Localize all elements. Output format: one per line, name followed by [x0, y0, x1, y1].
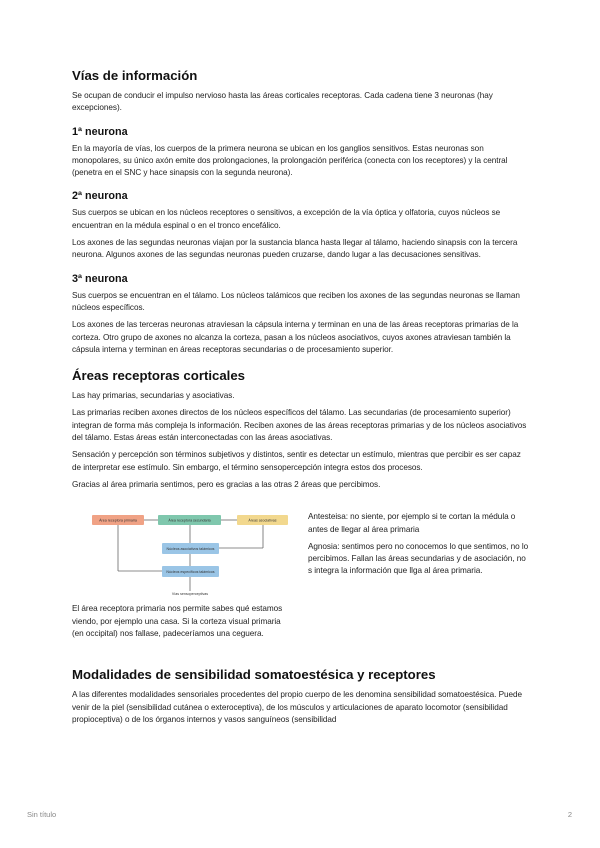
paragraph: Sensación y percepción son términos subjetivos y distintos, sentir es detectar un estímulo, mientras que percibir es ser capaz de interpretar ese estímulo. Sin embargo, el término sensopercepción integra estos dos procesos. — [72, 450, 521, 472]
footer-doc-title: Sin título — [27, 810, 57, 819]
paragraph: Gracias al área primaria sentimos, pero es gracias a las otras 2 áreas que percibimos. — [72, 479, 381, 489]
sensory-pathways-diagram — [90, 503, 290, 599]
subsection-title-neurona-2: 2ª neurona — [72, 190, 128, 203]
paragraph: Sus cuerpos se ubican en los núcleos receptores o sensitivos, a excepción de la vía óptica y olfatoria, cuyos núcleos se encuentran en la médula espinal o en el tronco encefálico. — [72, 208, 501, 230]
section-title-vias: Vías de información — [72, 68, 198, 83]
note-antesteisa: Antesteisa: no siente, por ejemplo si te cortan la médula o antes de llegar al área primaria — [308, 512, 516, 534]
page-content — [72, 68, 530, 734]
diagram-connectors — [118, 520, 263, 591]
paragraph: Los axones de las segundas neuronas viajan por la sustancia blanca hasta llegar al tálamo, haciendo sinapsis con la tercera neurona. Algunos axones de las segundas neuronas pueden cruzarse, dando lugar a las decusaciones sensitivas. — [72, 238, 518, 260]
paragraph: A las diferentes modalidades sensoriales procedentes del propio cuerpo de les denomina sensibilidad somatoestésica. Puede venir de la piel (sensibilidad cutánea o exteroceptiva), de los músculos y articulaciones de aparato locomotor (sensibilidad propioceptiva) o de los órganos internos y vasos sanguíneos (sensibilidad — [72, 690, 523, 724]
label-primaria: Área receptora primaria — [99, 518, 137, 523]
side-notes — [308, 511, 530, 582]
paragraph: Las primarias reciben axones directos de los núcleos específicos del tálamo. Las secundarias (de procesamiento superior) integran de forma más compleja ls información. Reciben axones de las áreas receptoras primarias y de los núcleos asociativos del tálamo. Estas áreas están interconectadas con las áreas asociativas. — [72, 408, 527, 443]
section-areas — [72, 368, 530, 655]
note-agnosia: Agnosia: sentimos pero no conocemos lo que sentimos, no lo percibimos. Fallan las áreas secundarias y de asociación, no s integra la información que llga al área primaria. — [308, 541, 529, 576]
subsection-title-neurona-1: 1ª neurona — [72, 125, 128, 138]
label-asociativa: Áreas asociativas — [248, 518, 277, 523]
label-nucleos-asociativos: Núcleos asociativos talámicos — [166, 547, 215, 552]
section-vias — [72, 68, 530, 356]
paragraph: Sus cuerpos se encuentran en el tálamo. Los núcleos talámicos que reciben los axones de las segundas neuronas se llaman núcleos específicos. — [72, 290, 520, 312]
label-nucleos-especificos: Núcleos específicos talámicos — [166, 570, 215, 575]
paragraph: En la mayoría de vías, los cuerpos de la primera neurona se ubican en los ganglios sensitivos. Estas neuronas son monopolares, su único axón emite dos prolongaciones, la prolongación periférica (conecta con los receptores) y la central (penetra en el SNC y hace sinapsis con la segunda neurona). — [72, 143, 508, 178]
section-title-areas: Áreas receptoras corticales — [72, 368, 246, 384]
figure-row — [72, 503, 530, 655]
paragraph: Los axones de las terceras neuronas atraviesan la cápsula interna y terminan en una de las áreas receptoras primarias de la corteza. Otro grupo de axones no alcanza la corteza, pasan a los núcleos asociativos, cuyos axones atraviesan también la cápsula interna y terminan en áreas receptoras secundarias o de procesamiento superior. — [72, 320, 519, 354]
figure-caption: El área receptora primaria nos permite sabes qué estamos viendo, por ejemplo una casa. Si la corteza visual primaria (en occipital) nos fallase, padeceríamos una ceguera. — [72, 604, 283, 638]
section-modalidades — [72, 667, 530, 726]
paragraph: Se ocupan de conducir el impulso nervioso hasta las áreas corticales receptoras. Cada cadena tiene 3 neuronas (hay excepciones). — [72, 91, 493, 113]
paragraph: Las hay primarias, secundarias y asociativas. — [72, 391, 235, 401]
label-vias-sensoperceptivas: Vías sensoperceptivas — [171, 592, 209, 597]
section-title-modalidades: Modalidades de sensibilidad somatoestésica y receptores — [72, 667, 436, 683]
diagram-boxes — [92, 515, 288, 577]
subsection-title-neurona-3: 3ª neurona — [72, 272, 128, 285]
footer-page-number: 2 — [567, 810, 572, 819]
label-secundaria: Área receptora secundaria — [168, 518, 211, 523]
